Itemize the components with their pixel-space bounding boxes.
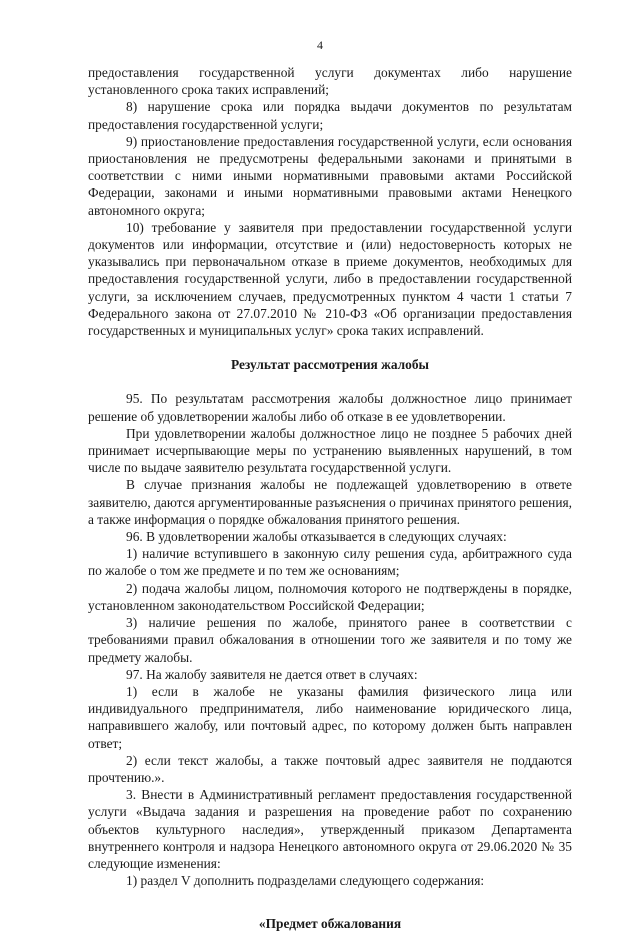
paragraph: 9) приостановление предоставления государственной услуги, если основания приостановления не предусмотрены федеральными законами и принятыми в соответствии с ними иными нормативными правовыми актами Российской Федерации, законами и иными нормативными правовыми актами Ненецкого автономного округа; (88, 133, 572, 218)
section-heading: Результат рассмотрения жалобы (230, 357, 430, 373)
document-body (88, 64, 572, 933)
paragraph: 2) если текст жалобы, а также почтовый адрес заявителя не поддаются прочтению.». (88, 752, 572, 785)
page-number: 4 (317, 38, 323, 52)
paragraph: 8) нарушение срока или порядка выдачи документов по результатам предоставления государственной услуги; (88, 99, 572, 132)
paragraph: При удовлетворении жалобы должностное лицо не позднее 5 рабочих дней принимает исчерпывающие меры по устранению выявленных нарушений, в том числе по выдаче заявителю результата государственной услуги. (88, 425, 572, 476)
paragraph: 1) раздел V дополнить подразделами следующего содержания: (126, 873, 485, 889)
paragraph: предоставления государственной услуги документах либо нарушение установленного срока таких исправлений; (88, 65, 572, 98)
paragraph: 3. Внести в Административный регламент предоставления государственной услуги «Выдача задания и разрешения на проведение работ по сохранению объектов культурного наследия», утвержденный приказом Департамента внутреннего контроля и надзора Ненецкого автономного округа от 29.06.2020 № 35 следующие изменения: (88, 787, 572, 871)
paragraph: 1) если в жалобе не указаны фамилия физического лица или индивидуального предпринимателя, либо наименование юридического лица, направившего жалобу, или почтовый адрес, по которому должен быть направлен ответ; (88, 683, 572, 751)
paragraph: 95. По результатам рассмотрения жалобы должностное лицо принимает решение об удовлетворении жалобы либо об отказе в ее удовлетворении. (88, 391, 572, 424)
paragraph: 96. В удовлетворении жалобы отказывается в следующих случаях: (126, 529, 507, 545)
paragraph: 97. На жалобу заявителя не дается ответ в случаях: (126, 666, 418, 682)
paragraph: 1) наличие вступившего в законную силу решения суда, арбитражного суда по жалобе о том же предмете и по тем же основаниям; (88, 546, 572, 579)
section-heading: «Предмет обжалования (258, 916, 402, 932)
paragraph: 10) требование у заявителя при предоставлении государственной услуги документов или информации, отсутствие и (или) недостоверность которых не указывались при первоначальном отказе в приеме документов, необходимых для предоставления государственной услуги, либо в предоставлении государственной услуги, за исключением случаев, предусмотренных пунктом 4 части 1 статьи 7 Федерального закона от 27.07.2010 № 210-ФЗ «Об организации предоставления государственных и муниципальных услуг» срока таких исправлений. (88, 219, 572, 339)
paragraph: В случае признания жалобы не подлежащей удовлетворению в ответе заявителю, даются аргументированные разъяснения о причинах принятого решения, а также информация о порядке обжалования принятого решения. (88, 477, 572, 527)
paragraph: 3) наличие решения по жалобе, принятого ранее в соответствии с требованиями правил обжалования в отношении того же заявителя и по тому же предмету жалобы. (88, 615, 572, 665)
paragraph: 2) подача жалобы лицом, полномочия которого не подтверждены в порядке, установленном законодательством Российской Федерации; (88, 580, 572, 613)
